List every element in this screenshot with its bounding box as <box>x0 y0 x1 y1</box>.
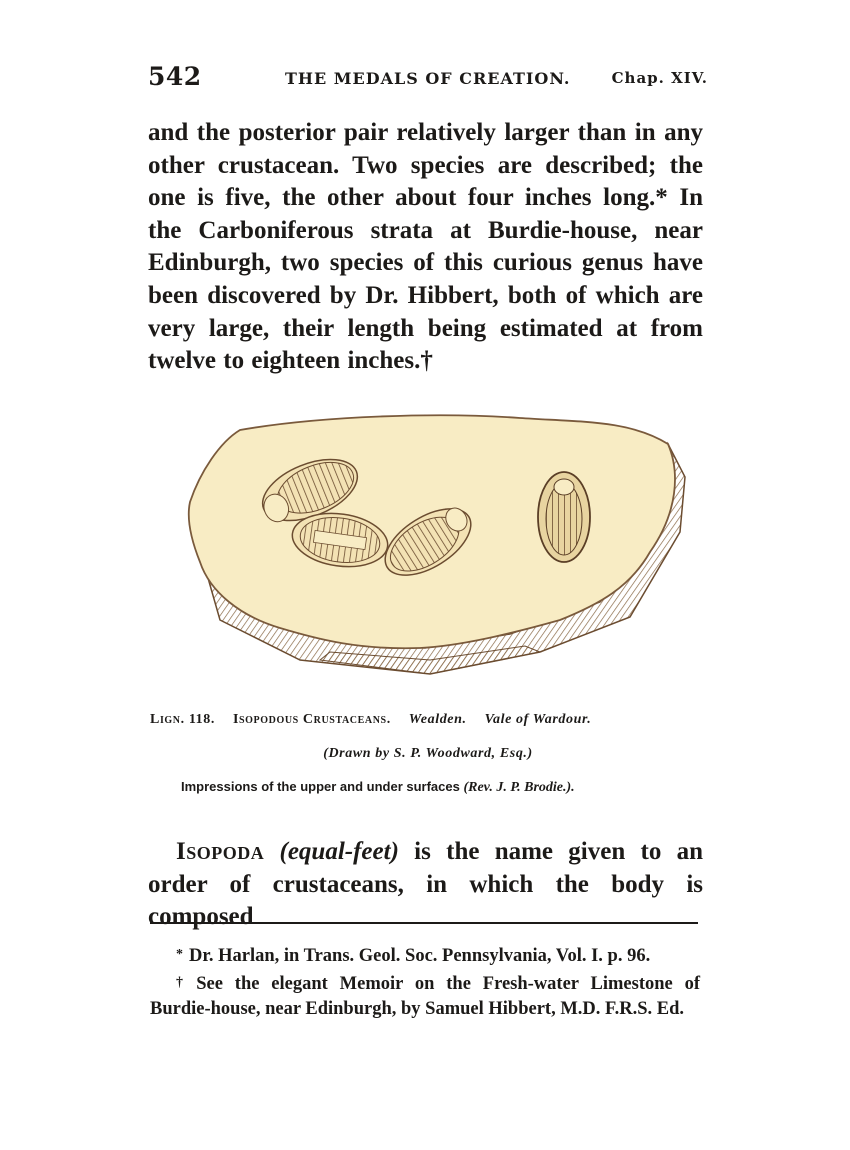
figure-locality: Vale of Wardour. <box>484 712 592 727</box>
figure-credit: (Drawn by S. P. Woodward, Esq.) <box>323 746 533 761</box>
figure-description <box>181 779 711 796</box>
body-paragraph-isopoda <box>148 836 703 934</box>
running-header <box>148 62 708 96</box>
chapter-label: Chap. XIV. <box>611 69 708 87</box>
fossil-figure <box>180 402 690 682</box>
footnote-1 <box>150 942 700 970</box>
footnote-text: See the elegant Memoir on the Fresh-water Limestone of Burdie-house, near Edinburgh, by Samuel Hibbert, M.D. F.R.S. Ed. <box>150 973 701 1019</box>
isopod-fossil-4 <box>538 472 590 562</box>
page-number: 542 <box>148 62 202 91</box>
footnote-2 <box>150 970 700 1023</box>
body-paragraph-continued: and the posterior pair relatively larger than in any other crustacean. Two species are described; the one is five, the other about four inches long.* In the Carboniferous strata at Burdie-house, near Edinburgh, two species of this curious genus have been discovered by Dr. Hibbert, both of which are very large, their length being estimated at from twelve to eighteen inches.† <box>148 119 703 375</box>
figure-description-text: Impressions of the upper and under surfaces <box>181 779 460 794</box>
footnote-divider <box>150 922 698 924</box>
figure-label: Lign. 118. <box>150 712 215 727</box>
footnote-mark: † <box>176 974 191 990</box>
fossil-slab-icon <box>180 402 690 682</box>
footnote-text: Dr. Harlan, in Trans. Geol. Soc. Pennsylvania, Vol. I. p. 96. <box>189 946 651 966</box>
figure-formation: Wealden. <box>408 712 467 727</box>
defined-term: Isopoda <box>176 838 265 865</box>
figure-source: (Rev. J. P. Brodie.). <box>463 780 575 795</box>
figure-caption <box>150 712 720 728</box>
figure-subject: Isopodous Crustaceans. <box>232 712 391 727</box>
running-title: THE MEDALS OF CREATION. <box>285 69 571 88</box>
term-gloss: (equal-feet) <box>279 838 399 865</box>
footnote-mark: * <box>176 947 183 962</box>
paragraph-text: is the name given to an order of crustaceans, in which the body is composed <box>148 838 703 931</box>
footnotes <box>150 942 700 1023</box>
